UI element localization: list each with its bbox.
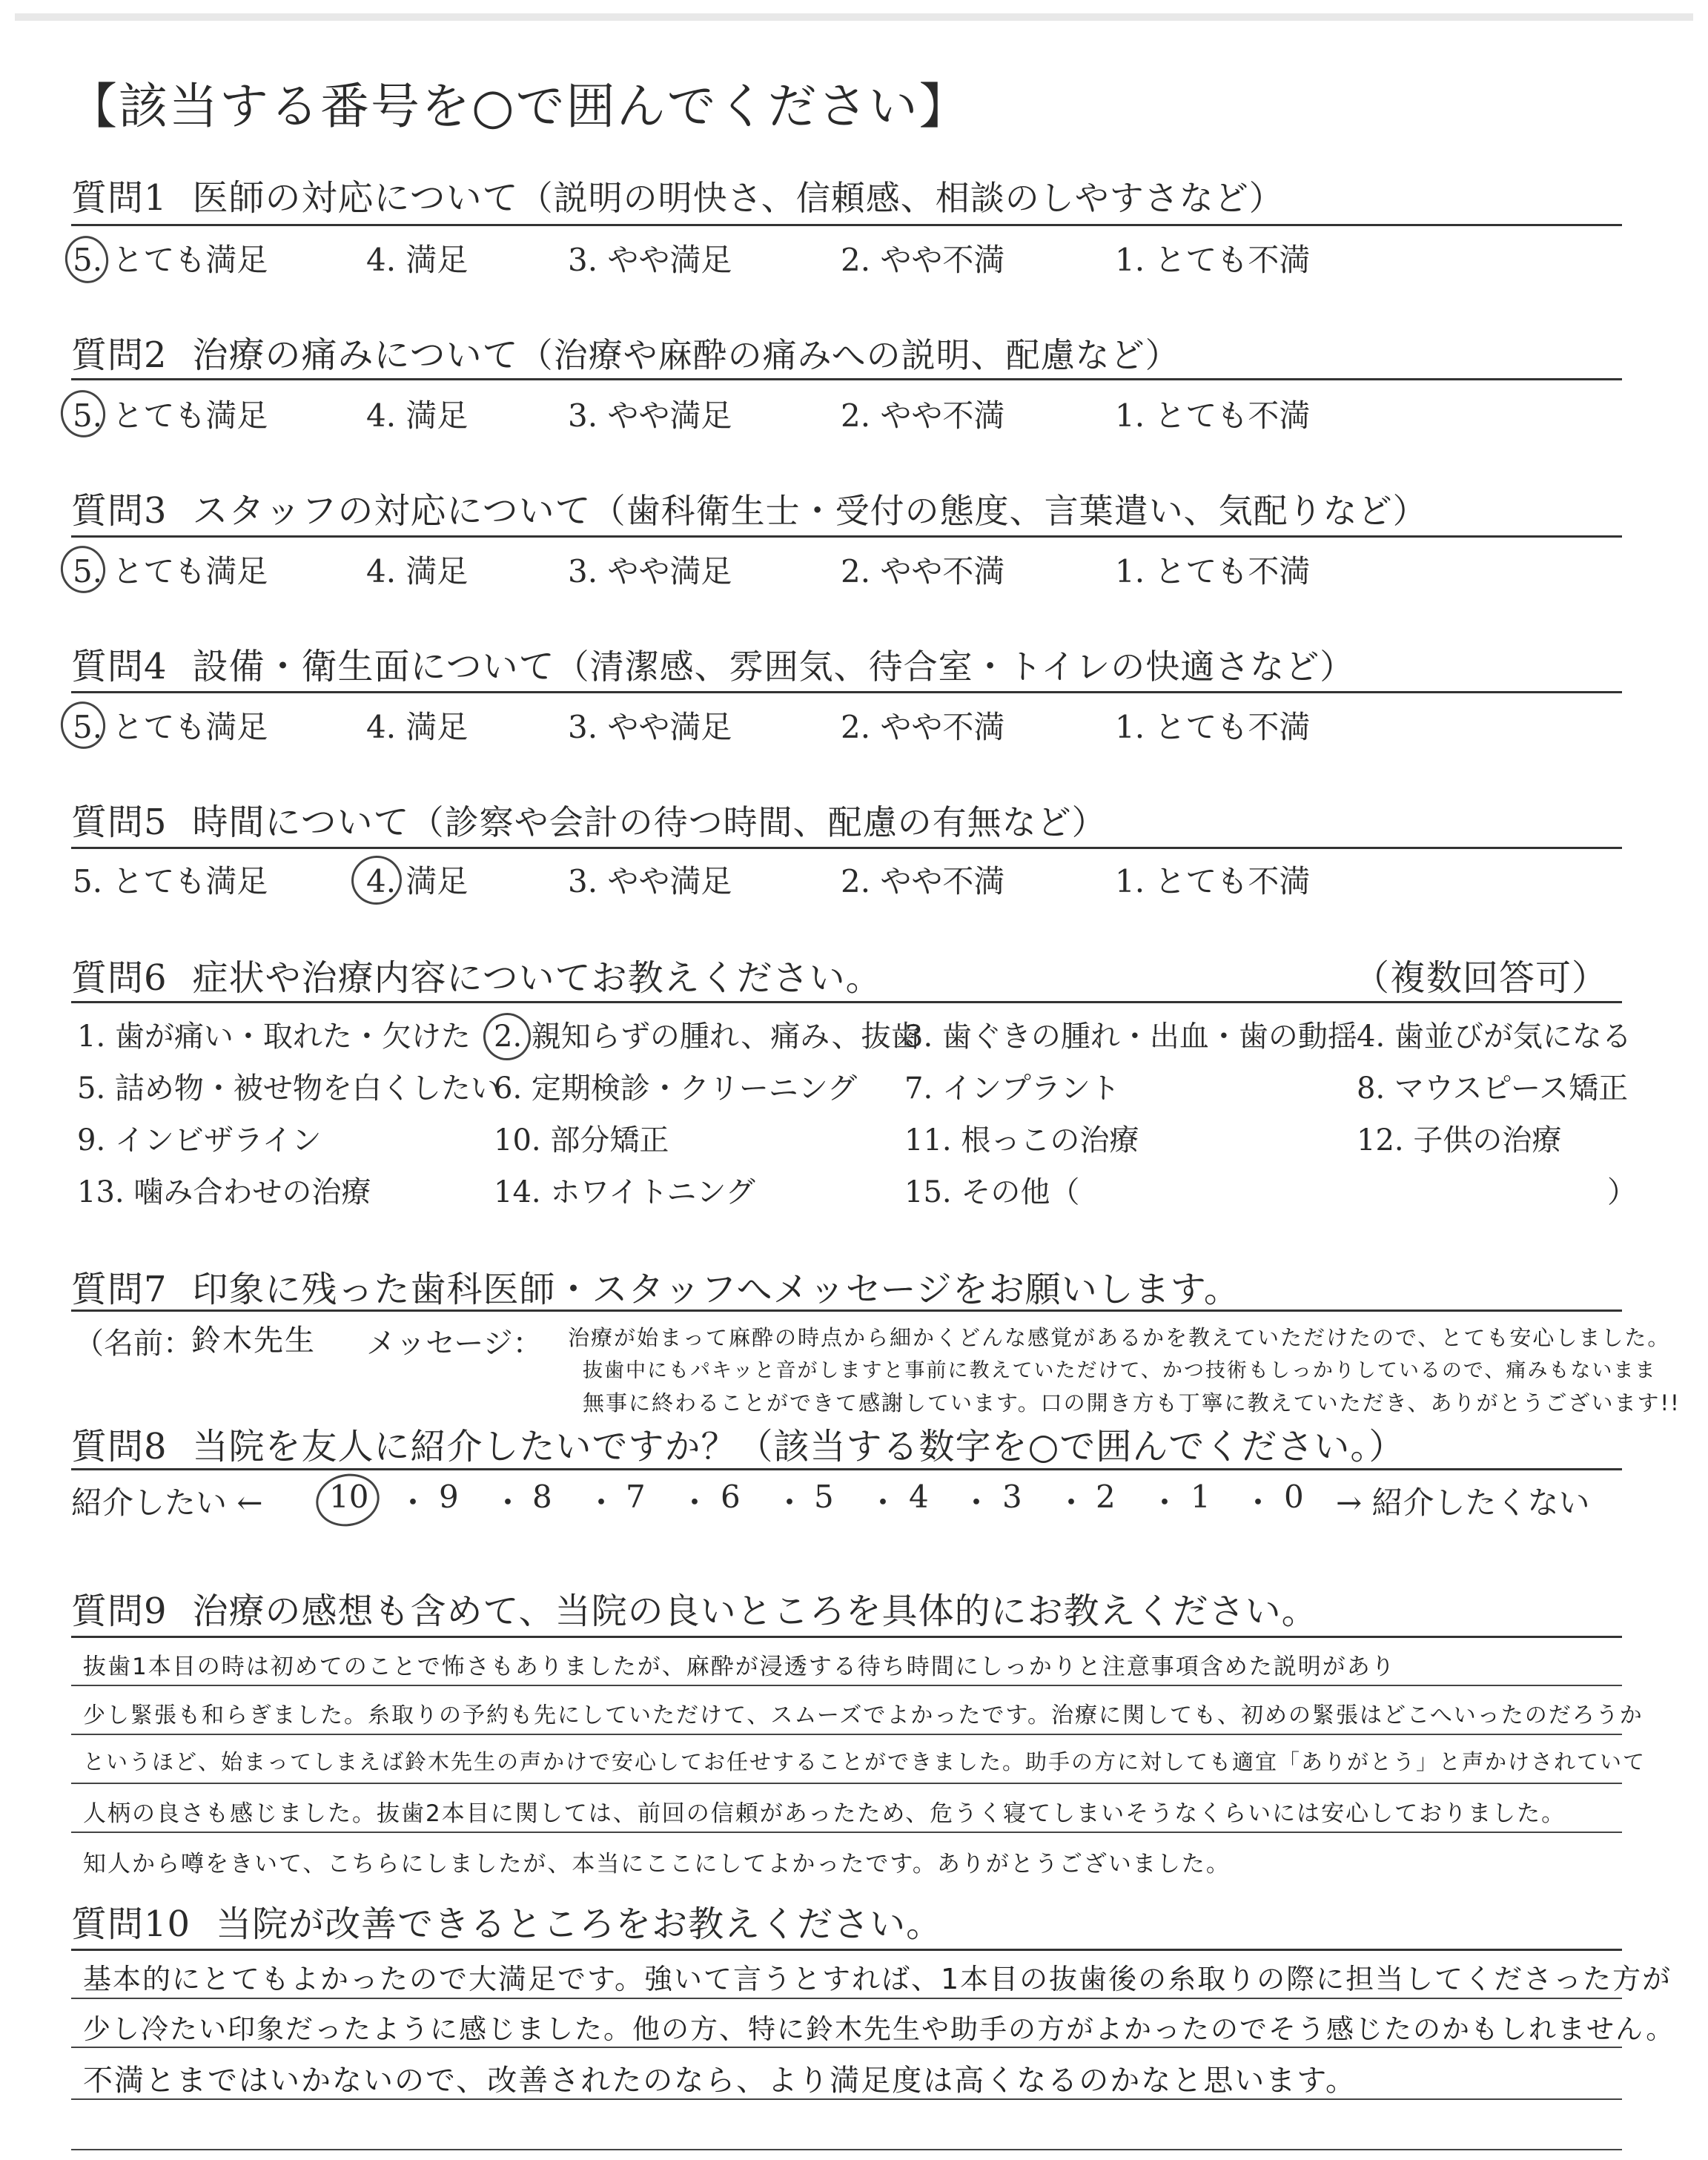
- scale-6[interactable]: 6: [721, 1479, 741, 1515]
- scale-2[interactable]: 2: [1096, 1479, 1116, 1515]
- symptom-option-12[interactable]: 12. 子供の治療: [1357, 1123, 1562, 1157]
- symptom-option-7[interactable]: 7. インプラント: [904, 1071, 1120, 1106]
- scale-dot: ・: [1149, 1484, 1181, 1521]
- question-detail: （説明の明快さ、信頼感、相談のしやすさなど）: [518, 178, 1284, 218]
- question-detail: （診察や会計の待つ時間、配慮の有無など）: [409, 802, 1107, 842]
- referral-left-label: 紹介したい ←: [71, 1484, 263, 1521]
- divider: [71, 224, 1622, 226]
- message-label: メッセージ：: [366, 1327, 543, 1361]
- answer-line: [71, 1685, 1622, 1686]
- instruction-header: 【該当する番号を○で囲んでください】: [68, 78, 970, 135]
- question-1-title: [71, 169, 1284, 220]
- question-4-title: [71, 638, 1354, 689]
- symptom-option-8[interactable]: 8. マウスピース矯正: [1357, 1071, 1629, 1106]
- option-3[interactable]: 3. やや満足: [568, 242, 732, 278]
- option-3[interactable]: 3. やや満足: [568, 863, 732, 899]
- option-5[interactable]: 5. とても満足: [73, 397, 268, 434]
- question-text: 医師の対応について: [192, 177, 519, 219]
- question-text: 症状や治療内容についてお教えください。: [192, 957, 882, 999]
- option-2[interactable]: 2. やや不満: [841, 397, 1005, 434]
- scale-dot: ・: [1056, 1484, 1088, 1521]
- question-number: 質問4: [71, 646, 168, 687]
- option-3[interactable]: 3. やや満足: [568, 397, 732, 434]
- option-3[interactable]: 3. やや満足: [568, 709, 732, 745]
- answer-text-line: 不満とまではいかないので、改善されたのなら、より満足度は高くなるのかなと思います。: [83, 2064, 1357, 2098]
- scale-4[interactable]: 4: [909, 1479, 929, 1515]
- symptom-option-10[interactable]: 10. 部分矯正: [494, 1123, 669, 1157]
- option-4[interactable]: 4. 満足: [366, 709, 469, 745]
- question-8-title: [71, 1418, 1405, 1469]
- divider: [71, 1636, 1622, 1638]
- option-5[interactable]: 5. とても満足: [73, 709, 268, 745]
- symptom-option-3[interactable]: 3. 歯ぐきの腫れ・出血・歯の動揺: [904, 1020, 1357, 1054]
- name-label: （名前：: [74, 1327, 193, 1361]
- question-number: 質問8: [71, 1426, 168, 1467]
- option-4[interactable]: 4. 満足: [366, 242, 469, 278]
- option-5[interactable]: 5. とても満足: [73, 863, 268, 899]
- question-number: 質問6: [71, 957, 168, 999]
- symptom-option-6[interactable]: 6. 定期検診・クリーニング: [494, 1071, 858, 1106]
- divider: [71, 1468, 1622, 1470]
- divider: [71, 535, 1622, 538]
- divider: [71, 1949, 1622, 1951]
- answer-line: [71, 2047, 1622, 2048]
- divider: [71, 378, 1622, 380]
- question-text: 当院を友人に紹介したいですか？（該当する数字を○で囲んでください。）: [192, 1426, 1406, 1467]
- referral-right-label: → 紹介したくない: [1336, 1484, 1590, 1521]
- scale-dot: ・: [397, 1484, 429, 1521]
- scale-dot: ・: [867, 1484, 899, 1521]
- question-number: 質問9: [71, 1591, 168, 1632]
- option-4[interactable]: 4. 満足: [366, 553, 469, 589]
- answer-line: [71, 1832, 1622, 1833]
- symptom-option-2[interactable]: 2. 親知らずの腫れ、痛み、抜歯: [494, 1020, 921, 1054]
- question-number: 質問10: [71, 1903, 191, 1945]
- answer-text-line: 人柄の良さも感じました。抜歯2本目に関しては、前回の信頼があったため、危うく寝てしまいそうなくらいには安心しておりました。: [83, 1800, 1566, 1827]
- symptom-option-5[interactable]: 5. 詰め物・被せ物を白くしたい: [77, 1071, 500, 1106]
- question-text: 治療の感想も含めて、当院の良いところを具体的にお教えください。: [192, 1591, 1318, 1632]
- symptom-option-11[interactable]: 11. 根っこの治療: [904, 1123, 1139, 1157]
- scale-dot: ・: [586, 1484, 618, 1521]
- question-number: 質問2: [71, 334, 168, 376]
- scale-9[interactable]: 9: [439, 1479, 459, 1515]
- answer-line: [71, 1734, 1622, 1735]
- message-line: 治療が始まって麻酔の時点から細かくどんな感覚があるかを教えていただけたので、とても安心しました。: [568, 1325, 1671, 1350]
- option-2[interactable]: 2. やや不満: [841, 553, 1005, 589]
- question-number: 質問5: [71, 802, 168, 843]
- question-number: 質問7: [71, 1269, 168, 1310]
- option-1[interactable]: 1. とても不満: [1115, 863, 1311, 899]
- staff-name-handwritten[interactable]: 鈴木先生: [191, 1324, 316, 1358]
- scale-dot: ・: [961, 1484, 993, 1521]
- multiple-answers-note: （複数回答可）: [1354, 957, 1609, 999]
- question-5-title: [71, 793, 1107, 845]
- option-1[interactable]: 1. とても不満: [1115, 553, 1311, 589]
- question-number: 質問3: [71, 490, 168, 532]
- option-2[interactable]: 2. やや不満: [841, 242, 1005, 278]
- option-2[interactable]: 2. やや不満: [841, 709, 1005, 745]
- scale-5[interactable]: 5: [814, 1479, 834, 1515]
- message-line: 無事に終わることができて感謝しています。口の開き方も丁寧に教えていただき、ありがとうございます!!: [583, 1390, 1681, 1416]
- scale-3[interactable]: 3: [1002, 1479, 1022, 1515]
- question-3-title: [71, 482, 1428, 533]
- option-1[interactable]: 1. とても不満: [1115, 397, 1311, 434]
- question-2-title: [71, 326, 1180, 377]
- answer-line: [71, 1783, 1622, 1784]
- option-4[interactable]: 4. 満足: [366, 863, 469, 899]
- scale-8[interactable]: 8: [532, 1479, 552, 1515]
- answer-text-line: 少し緊張も和らぎました。糸取りの予約も先にしていただけて、スムーズでよかったです。治療に関しても、初めの緊張はどこへいったのだろうか: [83, 1702, 1644, 1728]
- symptom-option-13[interactable]: 13. 噛み合わせの治療: [77, 1175, 371, 1209]
- symptom-option-15[interactable]: 15. その他（: [904, 1175, 1080, 1209]
- option-3[interactable]: 3. やや満足: [568, 553, 732, 589]
- divider: [71, 1001, 1622, 1003]
- scale-0[interactable]: 0: [1284, 1479, 1304, 1515]
- answer-text-line: 知人から噂をきいて、こちらにしましたが、本当にここにしてよかったです。ありがとうございました。: [83, 1851, 1231, 1877]
- question-text: スタッフの対応について: [192, 490, 592, 532]
- divider: [71, 1309, 1622, 1312]
- scan-edge: [15, 13, 1693, 21]
- option-2[interactable]: 2. やや不満: [841, 863, 1005, 899]
- answer-text-line: 基本的にとてもよかったので大満足です。強いて言うとすれば、1本目の抜歯後の糸取りの際に担当してくださった方が: [83, 1963, 1672, 1995]
- option-1[interactable]: 1. とても不満: [1115, 709, 1311, 745]
- question-text: 当院が改善できるところをお教えください。: [216, 1903, 943, 1945]
- question-detail: （治療や麻酔の痛みへの説明、配慮など）: [518, 335, 1180, 375]
- scale-dot: ・: [492, 1484, 524, 1521]
- symptom-option-14[interactable]: 14. ホワイトニング: [494, 1175, 755, 1209]
- answer-line: [71, 1998, 1622, 1999]
- symptom-option-9[interactable]: 9. インビザライン: [77, 1123, 322, 1157]
- message-line: 抜歯中にもパキッと音がしますと事前に教えていただけて、かつ技術もしっかりしているので、痛みもないまま: [583, 1359, 1657, 1382]
- answer-line: [71, 2149, 1622, 2150]
- symptom-option-4[interactable]: 4. 歯並びが気になる: [1357, 1020, 1632, 1054]
- question-detail: （清潔感、雰囲気、待合室・トイレの快適さなど）: [555, 647, 1355, 687]
- answer-text-line: 少し冷たい印象だったように感じました。他の方、特に鈴木先生や助手の方がよかったのでそう感じたのかもしれません。: [83, 2013, 1675, 2045]
- question-text: 治療の痛みについて: [192, 334, 519, 376]
- divider: [71, 691, 1622, 693]
- question-6-title: [71, 949, 882, 1000]
- question-10-title: [71, 1895, 942, 1946]
- answer-text-line: 抜歯1本目の時は初めてのことで怖さもありましたが、麻酔が浸透する待ち時間にしっかりと注意事項含めた説明があり: [83, 1654, 1396, 1680]
- answer-text-line: というほど、始まってしまえば鈴木先生の声かけで安心してお任せすることができました。助手の方に対しても適宜「ありがとう」と声かけされていて: [83, 1749, 1646, 1774]
- scale-1[interactable]: 1: [1191, 1479, 1211, 1515]
- question-7-title: [71, 1261, 1240, 1312]
- question-9-title: [71, 1582, 1318, 1634]
- question-number: 質問1: [71, 177, 168, 219]
- scale-10[interactable]: 10: [329, 1479, 369, 1515]
- scale-dot: ・: [1242, 1484, 1274, 1521]
- option-1[interactable]: 1. とても不満: [1115, 242, 1311, 278]
- hand-circle-mark: [311, 1468, 385, 1532]
- scale-7[interactable]: 7: [626, 1479, 646, 1515]
- scale-dot: ・: [774, 1484, 806, 1521]
- question-text: 印象に残った歯科医師・スタッフへメッセージをお願いします。: [192, 1269, 1240, 1310]
- question-text: 時間について: [192, 802, 410, 843]
- divider: [71, 847, 1622, 849]
- question-detail: （歯科衛生士・受付の態度、言葉遣い、気配りなど）: [591, 491, 1428, 531]
- other-close-paren: ）: [1607, 1175, 1637, 1209]
- option-5[interactable]: 5. とても満足: [73, 553, 268, 589]
- symptom-option-1[interactable]: 1. 歯が痛い・取れた・欠けた: [77, 1020, 471, 1054]
- option-4[interactable]: 4. 満足: [366, 397, 469, 434]
- option-5[interactable]: 5. とても満足: [73, 242, 268, 278]
- question-text: 設備・衛生面について: [192, 646, 555, 687]
- scale-dot: ・: [679, 1484, 711, 1521]
